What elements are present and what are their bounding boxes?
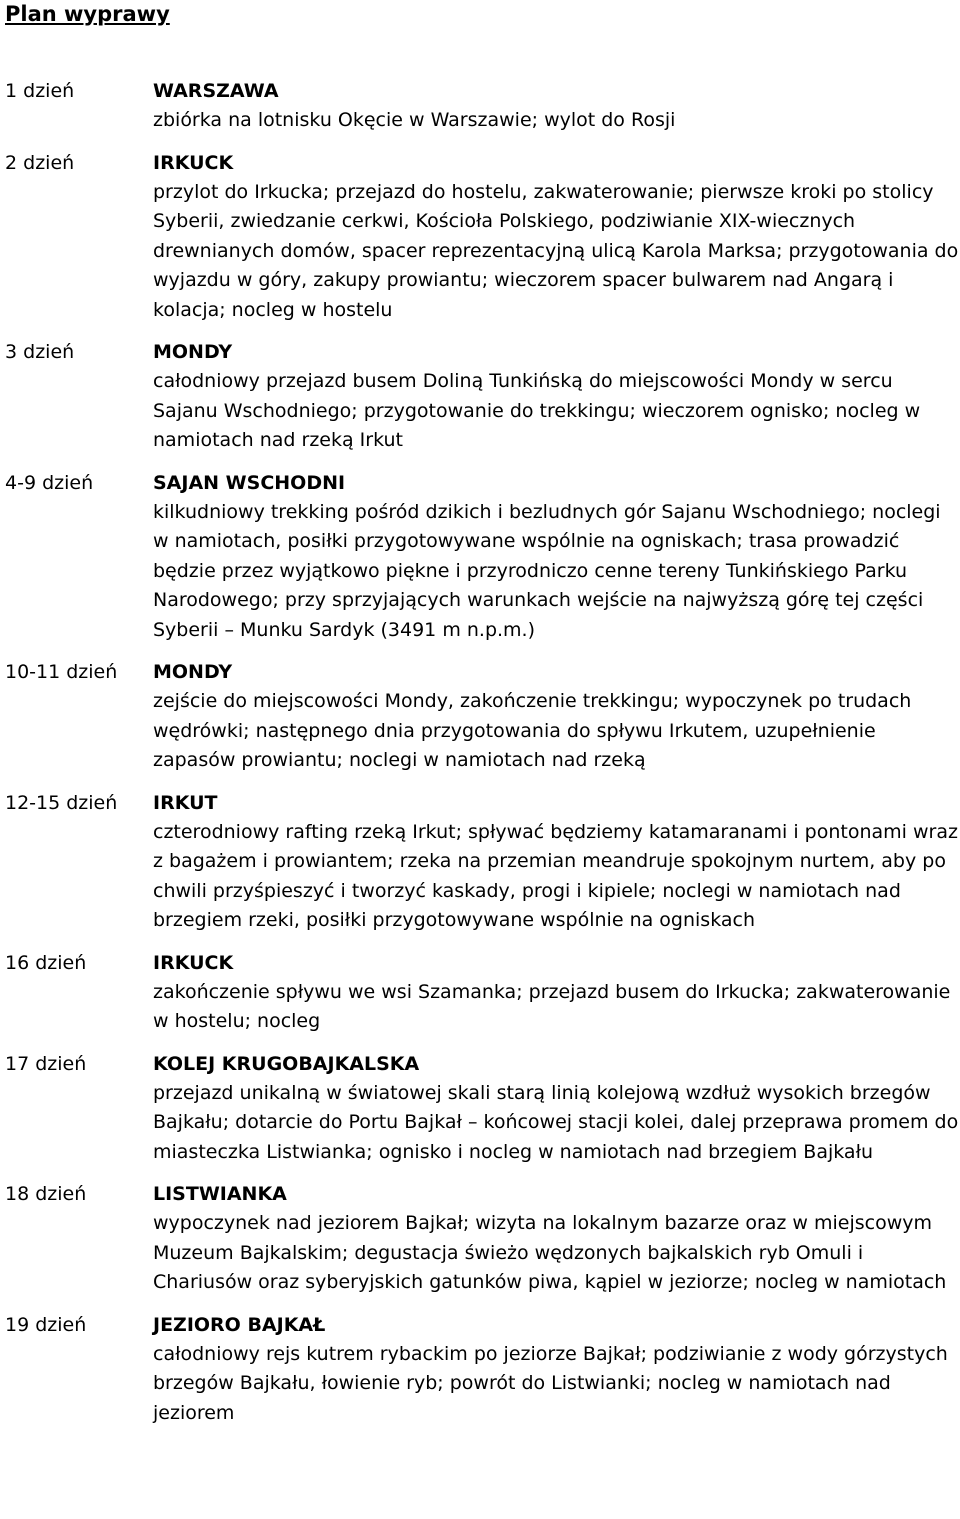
day-place: IRKUT <box>153 791 218 814</box>
day-body <box>153 468 960 646</box>
day-description: zbiórka na lotnisku Okęcie w Warszawie; wylot do Rosji <box>153 109 676 131</box>
day-place: LISTWIANKA <box>153 1183 287 1205</box>
day-label: 1 dzień <box>5 80 75 102</box>
day-place: MONDY <box>153 341 233 363</box>
day-body <box>153 788 960 936</box>
itinerary-list <box>5 76 960 1440</box>
itinerary-day <box>5 788 960 936</box>
day-label: 17 dzień <box>5 1052 87 1075</box>
day-label: 12-15 dzień <box>5 791 118 814</box>
day-body <box>153 1179 960 1298</box>
day-label: 3 dzień <box>5 341 75 363</box>
day-place: KOLEJ KRUGOBAJKALSKA <box>153 1052 420 1075</box>
itinerary-day <box>5 1049 960 1168</box>
day-place: SAJAN WSCHODNI <box>153 471 346 494</box>
day-place: MONDY <box>153 661 233 683</box>
day-description: całodniowy przejazd busem Doliną Tunkińską do miejscowości Mondy w sercu Sajanu Wschodniego; przygotowanie do trekkingu; wieczorem ognisko; nocleg w namiotach nad rzeką Irkut <box>153 370 921 451</box>
day-place: IRKUCK <box>153 151 234 174</box>
itinerary-day <box>5 468 960 646</box>
itinerary-day <box>5 1179 960 1298</box>
itinerary-day <box>5 948 960 1037</box>
day-description: całodniowy rejs kutrem rybackim po jeziorze Bajkał; podziwianie z wody górzystych brzegów Bajkału, łowienie ryb; powrót do Listwianki; nocleg w namiotach nad jeziorem <box>153 1342 948 1424</box>
day-place: WARSZAWA <box>153 80 279 102</box>
itinerary-day <box>5 657 960 776</box>
day-label: 19 dzień <box>5 1313 87 1336</box>
day-label: 16 dzień <box>5 951 87 974</box>
day-body <box>153 948 960 1037</box>
itinerary-day <box>5 337 960 456</box>
day-place: IRKUCK <box>153 951 234 974</box>
day-body <box>153 1049 960 1168</box>
itinerary-day <box>5 76 960 136</box>
day-description: czterodniowy rafting rzeką Irkut; spływać będziemy katamaranami i pontonami wraz z bagażem i prowiantem; rzeka na przemian meandruje spokojnym nurtem, aby po chwili przyśpieszyć i tworzyć kaskady, progi i kipiele; noclegi w namiotach nad brzegiem rzeki, posiłki przygotowywane wspólnie na ogniskach <box>153 820 958 931</box>
itinerary-day <box>5 1310 960 1429</box>
day-description: przylot do Irkucka; przejazd do hostelu, zakwaterowanie; pierwsze kroki po stolicy Syberii, zwiedzanie cerkwi, Kościoła Polskiego, podziwianie XIX-wiecznych drewnianych domów, spacer reprezentacyjną ulicą Karola Marksa; przygotowania do wyjazdu w góry, zakupy prowiantu; wieczorem spacer bulwarem nad Angarą i kolacja; nocleg w hostelu <box>153 180 959 321</box>
day-description: przejazd unikalną w światowej skali starą linią kolejową wzdłuż wysokich brzegów Bajkału; dotarcie do Portu Bajkał – końcowej stacji kolei, dalej przeprawa promem do miasteczka Listwianka; ognisko i nocleg w namiotach nad brzegiem Bajkału <box>153 1081 959 1163</box>
document-title: Plan wyprawy <box>5 2 170 26</box>
day-body <box>153 337 960 456</box>
day-body <box>153 148 960 326</box>
day-body <box>153 76 960 136</box>
day-description: wypoczynek nad jeziorem Bajkał; wizyta na lokalnym bazarze oraz w miejscowym Muzeum Bajkalskim; degustacja świeżo wędzonych bajkalskich ryb Omuli i Chariusów oraz syberyjskich gatunków piwa, kąpiel w jeziorze; nocleg w namiotach <box>153 1212 947 1293</box>
day-place: JEZIORO BAJKAŁ <box>153 1313 326 1336</box>
day-description: kilkudniowy trekking pośród dzikich i bezludnych gór Sajanu Wschodniego; noclegi w namiotach, posiłki przygotowywane wspólnie na ogniskach; trasa prowadzić będzie przez wyjątkowo piękne i przyrodniczo cenne tereny Tunkińskiego Parku Narodowego; przy sprzyjających warunkach wejście na najwyższą górę tej części Syberii – Munku Sardyk (3491 m n.p.m.) <box>153 500 941 641</box>
itinerary-day <box>5 148 960 326</box>
day-label: 2 dzień <box>5 151 75 174</box>
day-body <box>153 657 960 776</box>
day-label: 18 dzień <box>5 1183 87 1205</box>
day-label: 10-11 dzień <box>5 661 118 683</box>
day-body <box>153 1310 960 1429</box>
day-description: zakończenie spływu we wsi Szamanka; przejazd busem do Irkucka; zakwaterowanie w hostelu; nocleg <box>153 980 951 1032</box>
day-description: zejście do miejscowości Mondy, zakończenie trekkingu; wypoczynek po trudach wędrówki; następnego dnia przygotowania do spływu Irkutem, uzupełnienie zapasów prowiantu; noclegi w namiotach nad rzeką <box>153 690 912 771</box>
day-label: 4-9 dzień <box>5 471 94 494</box>
